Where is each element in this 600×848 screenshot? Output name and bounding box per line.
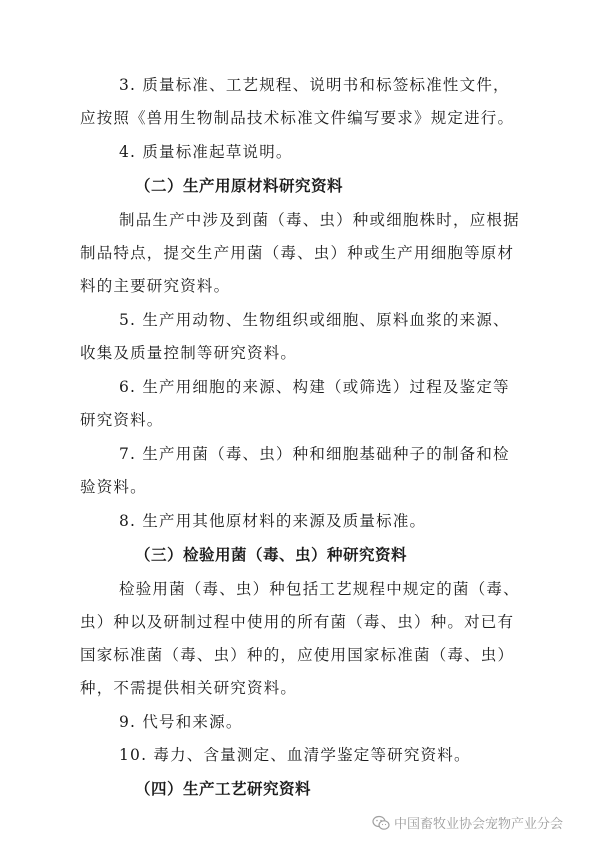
paragraph-item-7-line2: 验资料。 <box>80 478 147 496</box>
paragraph-item-3-line1: 3. 质量标准、工艺规程、说明书和标签标准性文件， <box>119 76 510 94</box>
watermark <box>372 813 563 832</box>
section-heading-4: （四）生产工艺研究资料 <box>135 780 312 798</box>
section-heading-2: （二）生产用原材料研究资料 <box>135 177 344 195</box>
paragraph-item-4: 4. 质量标准起草说明。 <box>119 143 293 161</box>
paragraph-item-6-line1: 6. 生产用细胞的来源、构建（或筛选）过程及鉴定等 <box>119 378 510 396</box>
paragraph-intro-3-line4: 种，不需提供相关研究资料。 <box>80 679 298 697</box>
paragraph-item-8: 8. 生产用其他原材料的来源及质量标准。 <box>119 512 427 530</box>
section-heading-3: （三）检验用菌（毒、虫）种研究资料 <box>135 546 408 564</box>
paragraph-intro-2-line2: 制品特点，提交生产用菌（毒、虫）种或生产用细胞等原材 <box>80 244 515 262</box>
paragraph-intro-3-line1: 检验用菌（毒、虫）种包括工艺规程中规定的菌（毒、 <box>119 580 520 598</box>
wechat-icon <box>372 815 390 831</box>
paragraph-item-10: 10. 毒力、含量测定、血清学鉴定等研究资料。 <box>119 746 471 764</box>
paragraph-intro-3-line3: 国家标准菌（毒、虫）种的，应使用国家标准菌（毒、虫） <box>80 646 515 664</box>
paragraph-item-9: 9. 代号和来源。 <box>119 713 243 731</box>
watermark-text: 中国畜牧业协会宠物产业分会 <box>394 817 564 832</box>
paragraph-item-5-line2: 收集及质量控制等研究资料。 <box>80 344 298 362</box>
paragraph-intro-3-line2: 虫）种以及研制过程中使用的所有菌（毒、虫）种。对已有 <box>80 613 515 631</box>
paragraph-item-5-line1: 5. 生产用动物、生物组织或细胞、原料血浆的来源、 <box>119 311 510 329</box>
paragraph-item-7-line1: 7. 生产用菌（毒、虫）种和细胞基础种子的制备和检 <box>119 445 510 463</box>
paragraph-intro-2-line1: 制品生产中涉及到菌（毒、虫）种或细胞株时，应根据 <box>119 211 520 229</box>
paragraph-intro-2-line3: 料的主要研究资料。 <box>80 277 231 295</box>
paragraph-item-3-line2: 应按照《兽用生物制品技术标准文件编写要求》规定进行。 <box>80 109 515 127</box>
paragraph-item-6-line2: 研究资料。 <box>80 411 164 429</box>
